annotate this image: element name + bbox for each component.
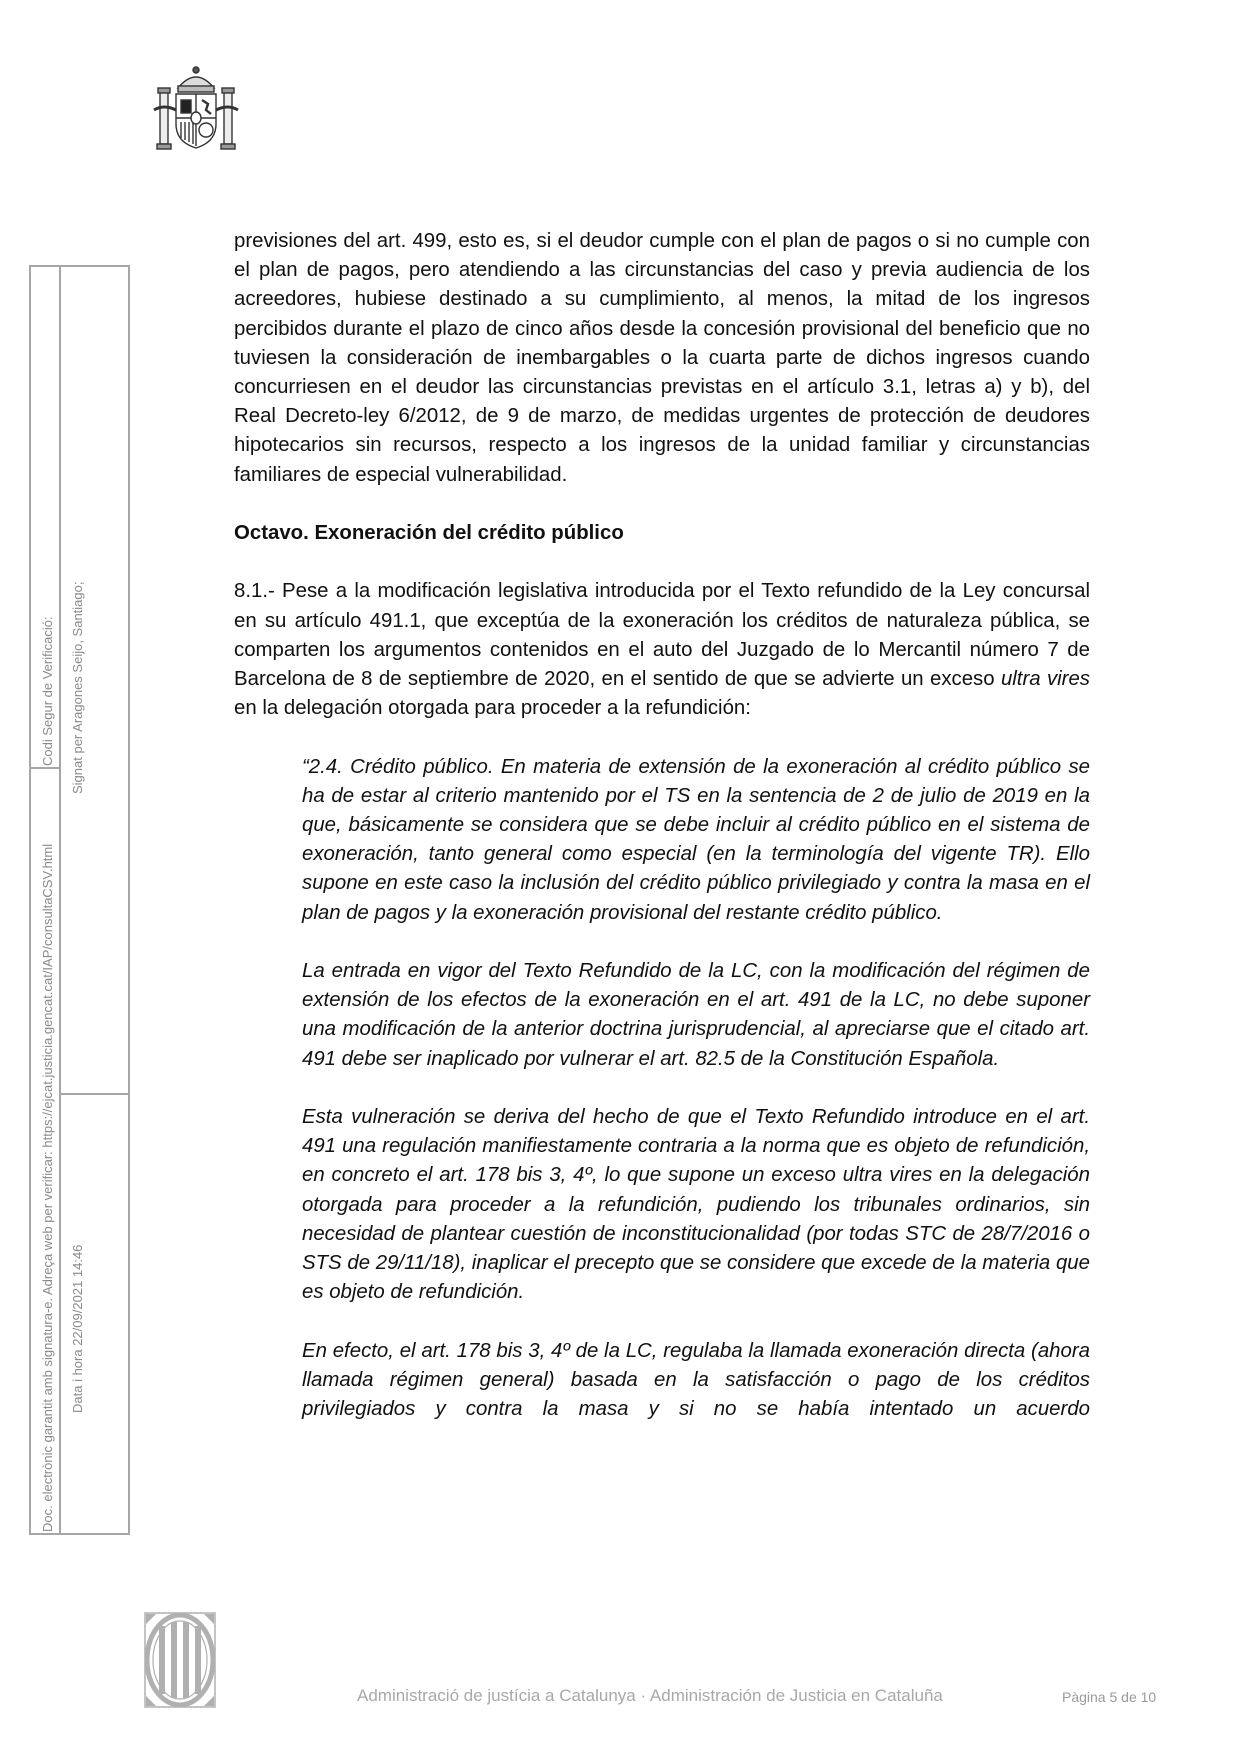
paragraph-italic-text: ultra vires <box>1000 668 1090 691</box>
sidebar-right-divider <box>59 1093 128 1095</box>
generalitat-catalunya-logo-icon <box>144 1612 216 1708</box>
sidebar-left-divider <box>31 767 59 769</box>
verification-url-label[interactable]: Doc. electrònic garantit amb signatura-e. Adreça web per verificar: https://ejcat.justicia.gencat.cat/IAP/consultaCSV.html <box>40 843 55 1532</box>
quote-paragraph: “2.4. Crédito público. En materia de extensión de la exoneración al crédito público se ha de estar al criterio mantenido por el TS en la sentencia de 2 de julio de 2019 en la que, básicamente se considera que se debe incluir al crédito público en el sistema de exoneración, tanto general como especial (en la terminología del vigente TR). Ello supone en este caso la inclusión del crédito público privilegiado y contra la masa en el plan de pagos y la exoneración provisional del restante crédito público. <box>302 755 1090 924</box>
paragraph: previsiones del art. 499, esto es, si el deudor cumple con el plan de pagos o si no cumple con el plan de pagos, pero atendiendo a las circunstancias del caso y previa audiencia de los acreedores, hubiese destinado a su cumplimiento, al menos, la mitad de los ingresos percibidos durante el plazo de cinco años desde la concesión provisional del beneficio que no tuviesen la consideración de inembargables o la cuarta parte de dichos ingresos cuando concurriesen en el deudor las circunstancias previstas en el artículo 3.1, letras a) y b), del Real Decreto-ley 6/2012, de 9 de marzo, de medidas urgentes de protección de deudores hipotecarios sin recursos, respecto a los ingresos de la unidad familiar y circunstancias familiares de especial vulnerabilidad. <box>234 230 1090 486</box>
section-heading: Octavo. Exoneración del crédito público <box>234 522 624 545</box>
quote-paragraph: En efecto, el art. 178 bis 3, 4º de la LC, regulaba la llamada exoneración directa (ahora llamada régimen general) basada en la satisfacción o pago de los créditos privilegiados y contra la masa y si no se había intentado un acuerdo <box>302 1339 1090 1421</box>
footer-administration-text: Administració de justícia a Catalunya · Administración de Justicia en Cataluña <box>357 1686 943 1705</box>
spain-coat-of-arms-icon <box>148 58 244 154</box>
page-number: Pàgina 5 de 10 <box>1062 1689 1157 1705</box>
paragraph-text: 8.1.- Pese a la modificación legislativa introducida por el Texto refundido de la Ley concursal en su artículo 491.1, que exceptúa de la exoneración los créditos de naturaleza pública, se comparten los argumentos contenidos en el auto del Juzgado de lo Mercantil número 7 de Barcelona de 8 de septiembre de 2020, en el sentido de que se advierte un exceso <box>234 580 1090 691</box>
paragraph-8-1 <box>234 577 1090 723</box>
document-body <box>234 227 1090 1424</box>
sidebar-vertical-divider <box>59 267 61 1533</box>
csv-label: Codi Segur de Verificació: <box>40 616 55 766</box>
quote-paragraph: Esta vulneración se deriva del hecho de que el Texto Refundido introduce en el art. 491 una regulación manifiestamente contraria a la norma que es objeto de refundición, en concreto el art. 178 bis 3, 4º, lo que supone un exceso ultra vires en la delegación otorgada para proceder a la refundición, pudiendo los tribunales ordinarios, sin necesidad de plantear cuestión de inconstitucionalidad (por todas STC de 28/7/2016 o STS de 29/11/18), inaplicar el precepto que se considere que excede de la materia que es objeto de refundición. <box>302 1106 1090 1304</box>
quote-paragraph: La entrada en vigor del Texto Refundido de la LC, con la modificación del régimen de extensión de los efectos de la exoneración en el art. 491 de la LC, no debe suponer una modificación de la anterior doctrina jurisprudencial, al apreciarse que el citado art. 491 debe ser inaplicado por vulnerar el art. 82.5 de la Constitución Española. <box>302 960 1090 1070</box>
signature-date-label: Data i hora 22/09/2021 14:46 <box>70 1244 85 1413</box>
signed-by-label: Signat per Aragones Seijo, Santiago; <box>70 581 85 794</box>
paragraph-text: en la delegación otorgada para proceder a la refundición: <box>234 697 751 720</box>
